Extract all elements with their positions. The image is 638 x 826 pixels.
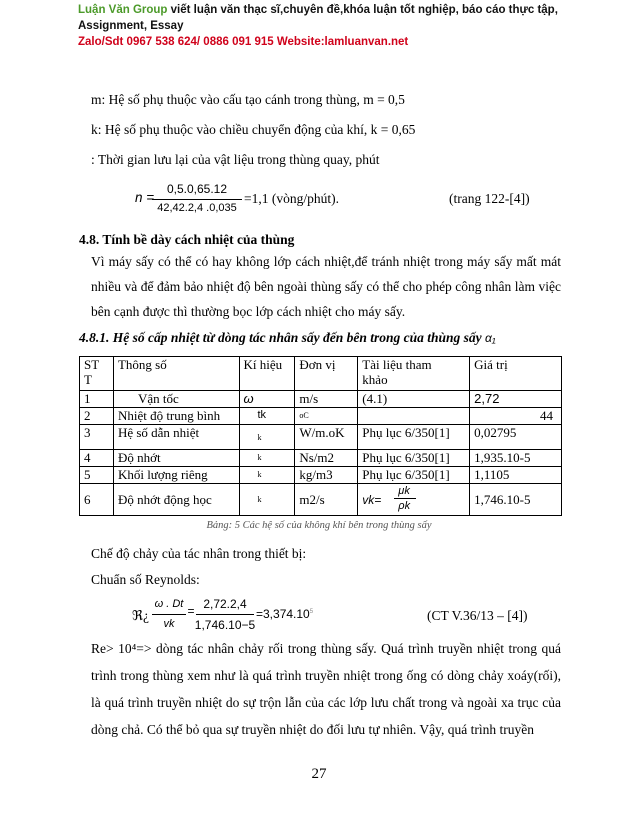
table-row: 5 Khối lượng riêng k kg/m3 Phụ lục 6/350[1] 1,1105: [80, 467, 562, 484]
header-contact: Zalo/Sdt 0967 538 624/ 0886 091 915 Website:lamluanvan.net: [78, 36, 409, 48]
eq1-numerator: 0,5.0,65.12: [166, 182, 228, 196]
eq1-lhs: n =: [135, 190, 155, 205]
eq2-bar1: [152, 614, 186, 615]
brand-name: Luận Văn Group: [78, 4, 168, 16]
header-line-1: [78, 4, 558, 16]
col-header-symbol: Kí hiệu: [239, 357, 295, 391]
eq2-den2: 1,746.10−5: [194, 618, 256, 632]
table-row: 1 Vận tốc ω m/s (4.1) 2,72: [80, 391, 562, 408]
section-4-8-title: 4.8. Tính bề dày cách nhiệt của thùng: [79, 232, 295, 247]
eq1-result: =1,1 (vòng/phút).: [244, 191, 339, 206]
table-row: 4 Độ nhớt k Ns/m2 Phụ lục 6/350[1] 1,935.10-5: [80, 450, 562, 467]
alpha-1-symbol: α₁: [485, 331, 496, 345]
table-caption: Bảng: 5 Các hệ số của không khí bên trong thùng sấy: [206, 520, 432, 531]
col-header-parameter: Thông số: [113, 357, 239, 391]
eq2-num2: 2,72.2,4: [203, 597, 247, 611]
header-tagline: viết luận văn thạc sĩ,chuyên đề,khóa luận tốt nghiệp, báo cáo thực tập,: [167, 4, 558, 16]
eq2-result: $=3,374.10^5$: [256, 607, 314, 621]
table-row: 6 Độ nhớt động học k m2/s vk= μk ρk 1,746.10-5: [80, 484, 562, 516]
section-4-8-text: Vì máy sấy có thể có hay không lớp cách nhiệt,để tránh nhiệt trong máy sấy mất mát nhiều và để đảm bảo nhiệt độ bên ngoài thùng sấy có thể cho phép công nhân làm việc bên cạnh được thì thường bọc lớp cách nhiệt cho máy sấy.: [91, 254, 561, 319]
param-m: m: Hệ số phụ thuộc vào cấu tạo cánh trong thùng, m = 0,5: [91, 92, 405, 107]
table-row: 3 Hệ số dẫn nhiệt k W/m.oK Phụ lục 6/350[1] 0,02795: [80, 425, 562, 450]
eq2-den1: vk: [163, 618, 175, 630]
section-4-8-1-title: [79, 330, 496, 346]
flow-regime-text: Chế độ chảy của tác nhân trong thiết bị:: [91, 546, 307, 561]
eq2-equals: =: [187, 604, 195, 618]
kinematic-viscosity-formula: vk= μk ρk: [358, 484, 470, 516]
eq2-num1: ω . Dt: [154, 598, 184, 610]
eq2-reference: (CT V.36/13 – [4]): [427, 608, 528, 623]
param-time: : Thời gian lưu lại của vật liệu trong thùng quay, phút: [91, 152, 380, 167]
table-header-row: [80, 357, 562, 391]
col-header-value: Giá trị: [470, 357, 562, 391]
turbulent-flow-paragraph: Re> 10⁴=> dòng tác nhân chảy rối trong thùng sấy. Quá trình truyền nhiệt trong quá trình trong thùng xem như là quá trình truyền nhiệt trong ống có dòng chảy xoáy(rối), là quá trình truyền nhiệt do sự trộn lẫn của các lớp lưu chất trong và ngoài xa trục của dòng chả. Có thể bỏ qua sự truyền nhiệt do đối lưu tự nhiên. Vậy, quá trình truyền: [91, 641, 561, 737]
section-4-8-1-text: 4.8.1. Hệ số cấp nhiệt từ dòng tác nhân sấy đến bên trong của thùng sấy: [79, 330, 482, 345]
col-header-reference: Tài liệu tham khảo: [358, 357, 470, 391]
eq1-reference: (trang 122-[4]): [449, 191, 530, 206]
header-line-2: Assignment, Essay: [78, 20, 184, 32]
eq2-lhs: ℜ¿: [132, 608, 149, 623]
table-row: 2 Nhiệt độ trung bình tk oC 44: [80, 408, 562, 425]
eq2-bar2: [196, 614, 254, 615]
air-properties-table: [79, 356, 562, 516]
reynolds-label: Chuẩn số Reynolds:: [91, 572, 200, 587]
eq1-denominator: 42,42.2,4 .0,035: [157, 202, 237, 214]
col-header-unit: Đơn vị: [295, 357, 358, 391]
col-header-stt: ST T: [80, 357, 114, 391]
eq1-fraction-bar: [152, 199, 242, 200]
page-number: 27: [311, 766, 327, 782]
param-k: k: Hệ số phụ thuộc vào chiều chuyển động của khí, k = 0,65: [91, 122, 416, 137]
